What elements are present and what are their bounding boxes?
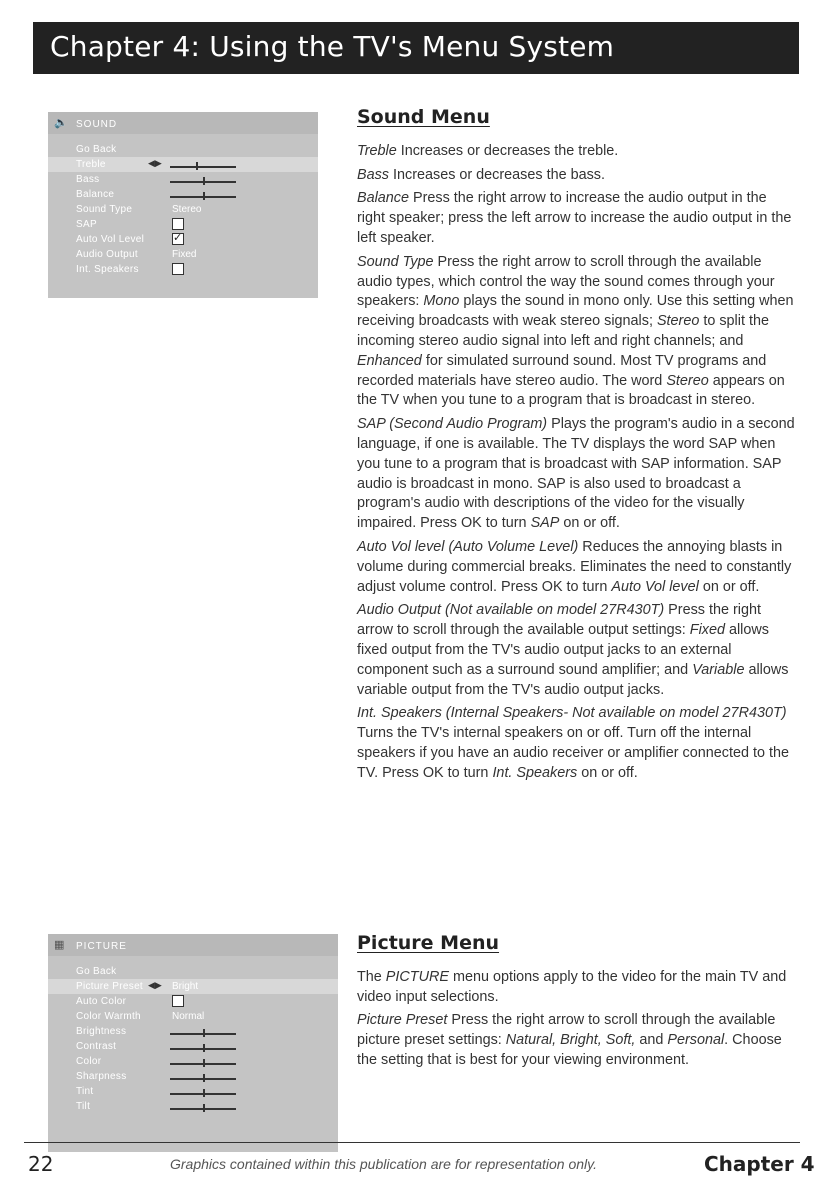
term: Auto Vol level (Auto Volume Level) (357, 538, 579, 555)
balance-slider (170, 196, 236, 198)
osd-item-sound-type (48, 202, 318, 217)
osd-item-sap (48, 217, 318, 232)
osd-header (48, 112, 318, 134)
term: PICTURE (385, 968, 449, 985)
description: Turns the TV's internal speakers on or off. Turn off the internal speakers if you have an audio receiver or amplifier connected to the TV. Press OK to turn (357, 725, 789, 781)
slider-knob (196, 162, 198, 170)
osd-item-label: Tilt (76, 1101, 91, 1112)
osd-item-label: Brightness (76, 1026, 127, 1037)
osd-item-value: Stereo (172, 204, 202, 215)
footer-note: Graphics contained within this publication are for representation only. (170, 1156, 597, 1172)
description: allows fixed output from the TV's audio output jacks to an external component such as a surround sound amplifier; and (357, 622, 769, 678)
term: SAP (530, 515, 560, 532)
description: The (357, 968, 386, 985)
description: Press the right arrow to scroll through the available output settings: (357, 602, 761, 639)
osd-item-label: Balance (76, 189, 115, 200)
left-right-arrows-icon: ◀▶ (148, 981, 162, 991)
section-heading: Sound Menu (357, 106, 490, 128)
speaker-icon: 🔈 (54, 116, 68, 129)
slider-knob (203, 192, 205, 200)
section-heading: Picture Menu (357, 932, 500, 954)
osd-item-go-back (48, 142, 318, 157)
description: on or off. (577, 764, 638, 781)
osd-item-label: Treble (76, 159, 106, 170)
osd-item-label: Color Warmth (76, 1011, 141, 1022)
picture-intro-paragraph (357, 968, 797, 1008)
osd-item-bass (48, 172, 318, 187)
term: Auto Vol level (611, 578, 699, 595)
osd-item-label: Go Back (76, 144, 117, 155)
description: to split the incoming stereo audio signal into left and right channels; and (357, 313, 769, 349)
description: Press the right arrow to scroll through the available picture preset settings: (357, 1012, 776, 1049)
osd-item-color (48, 1054, 338, 1069)
osd-item-label: Bass (76, 174, 100, 185)
tilt-slider (170, 1108, 236, 1110)
tint-slider (170, 1093, 236, 1095)
osd-item-label: Picture Preset (76, 981, 144, 992)
term: Audio Output (Not available on model 27R430T) (357, 602, 665, 619)
treble-slider (170, 166, 236, 168)
sharpness-slider (170, 1078, 236, 1080)
osd-item-sharpness (48, 1069, 338, 1084)
osd-title: PICTURE (76, 941, 127, 952)
osd-item-color-warmth (48, 1009, 338, 1024)
description: Press the right arrow to scroll through the available audio types, which control the way the sound comes through your speakers: (357, 253, 775, 310)
osd-item-int-speakers (48, 262, 318, 277)
auto-vol-paragraph (357, 538, 797, 597)
description: Plays the program's audio in a second language, if one is available. The TV displays the word SAP when you tune to a program that is broadcast with SAP information. SAP audio is broadcast in mono. SAP is also used to broadcast a program's audio with descriptions of the video for the visually impaired. Press OK to turn (357, 416, 795, 532)
osd-item-auto-vol-level (48, 232, 318, 247)
term: Stereo (666, 372, 709, 389)
osd-item-label: Sharpness (76, 1071, 127, 1082)
slider-knob (203, 1059, 205, 1067)
osd-item-label: Contrast (76, 1041, 117, 1052)
slider-knob (203, 1074, 205, 1082)
sap-paragraph (357, 415, 797, 534)
brightness-slider (170, 1033, 236, 1035)
audio-output-paragraph (357, 601, 797, 700)
checkbox-icon (172, 218, 184, 230)
slider-knob (203, 177, 205, 185)
osd-item-value: Fixed (172, 249, 197, 260)
term: Variable (692, 661, 745, 678)
sound-type-paragraph (357, 253, 797, 411)
checked-checkbox-icon (172, 233, 184, 245)
chapter-title-bar (33, 22, 799, 74)
slider-knob (203, 1029, 205, 1037)
osd-item-label: Go Back (76, 966, 117, 977)
left-right-arrows-icon: ◀▶ (148, 159, 162, 169)
int-speakers-paragraph (357, 704, 797, 783)
footer-chapter: Chapter 4 (704, 1152, 815, 1176)
sound-menu-section (357, 108, 797, 788)
term: Picture Preset (357, 1012, 448, 1029)
description: Press the right arrow to increase the audio output in the right speaker; press the left arrow to increase the audio output in the left speaker. (357, 190, 792, 246)
description: and (635, 1032, 668, 1049)
description: . Choose the setting that is best for your viewing environment. (357, 1032, 782, 1068)
description: Increases or decreases the treble. (396, 142, 619, 159)
term: Balance (357, 190, 410, 207)
treble-paragraph (357, 142, 797, 162)
description: Increases or decreases the bass. (389, 166, 605, 183)
description: allows variable output from the TV's audio output jacks. (357, 661, 789, 698)
chapter-title: Chapter 4: Using the TV's Menu System (50, 30, 615, 63)
osd-item-label: Sound Type (76, 204, 133, 215)
term: Fixed (689, 622, 725, 639)
osd-item-balance (48, 187, 318, 202)
term: Stereo (656, 313, 700, 330)
term: Treble (357, 142, 397, 159)
term: Natural, Bright, Soft, (505, 1032, 636, 1049)
term: Int. Speakers (Internal Speakers- Not available on model 27R430T) (357, 705, 787, 722)
osd-item-label: SAP (76, 219, 97, 230)
page-number: 22 (28, 1152, 54, 1176)
osd-item-tilt (48, 1099, 338, 1114)
osd-item-contrast (48, 1039, 338, 1054)
osd-item-brightness (48, 1024, 338, 1039)
picture-icon: ▦ (54, 938, 65, 951)
osd-item-go-back (48, 964, 338, 979)
osd-item-label: Auto Vol Level (76, 234, 145, 245)
description: on or off. (559, 515, 620, 532)
osd-item-tint (48, 1084, 338, 1099)
term: Int. Speakers (492, 764, 578, 781)
osd-item-value: Bright (172, 981, 199, 992)
bass-slider (170, 181, 236, 183)
osd-item-picture-preset (48, 979, 338, 994)
slider-knob (203, 1089, 205, 1097)
osd-item-value: Normal (172, 1011, 205, 1022)
description: appears on the TV when you tune to a program that is broadcast in stereo. (357, 372, 785, 409)
description: menu options apply to the video for the main TV and video input selections. (357, 968, 787, 1005)
osd-title: SOUND (76, 119, 118, 130)
osd-item-label: Color (76, 1056, 102, 1067)
picture-menu-screenshot (48, 934, 338, 1152)
description: Reduces the annoying blasts in volume during commercial breaks. Eliminates the need to constantly adjust volume control. Press OK to turn (357, 538, 792, 595)
term: Enhanced (357, 352, 422, 369)
term: Bass (357, 166, 389, 183)
osd-item-treble (48, 157, 318, 172)
osd-item-label: Audio Output (76, 249, 138, 260)
color-slider (170, 1063, 236, 1065)
description: for simulated surround sound. Most TV programs and recorded materials have stereo audio. The word (357, 352, 767, 389)
sound-menu-screenshot (48, 112, 318, 298)
picture-preset-paragraph (357, 1011, 797, 1070)
description: on or off. (698, 578, 760, 595)
checkbox-icon (172, 263, 184, 275)
term: Sound Type (357, 253, 434, 270)
bass-paragraph (357, 166, 797, 186)
osd-item-audio-output (48, 247, 318, 262)
osd-item-label: Auto Color (76, 996, 127, 1007)
checkbox-icon (172, 995, 184, 1007)
slider-knob (203, 1104, 205, 1112)
contrast-slider (170, 1048, 236, 1050)
term: SAP (Second Audio Program) (357, 416, 548, 433)
balance-paragraph (357, 189, 797, 248)
osd-item-label: Tint (76, 1086, 94, 1097)
picture-menu-section (357, 934, 797, 1075)
slider-knob (203, 1044, 205, 1052)
term: Personal (667, 1032, 725, 1049)
footer-divider (24, 1142, 800, 1143)
term: Mono (423, 293, 460, 310)
description: plays the sound in mono only. Use this setting when receiving broadcasts with weak stereo signals; (357, 293, 794, 330)
osd-header (48, 934, 338, 956)
osd-item-label: Int. Speakers (76, 264, 139, 275)
osd-item-auto-color (48, 994, 338, 1009)
